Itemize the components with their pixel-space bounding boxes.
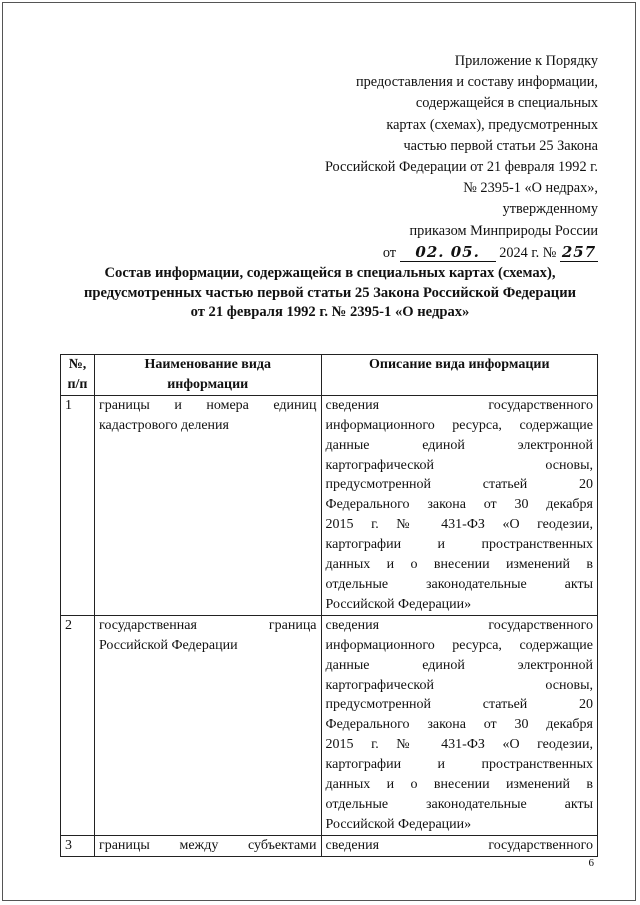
row-name-cell [94,615,321,835]
title-line: от 21 февраля 1992 г. № 2395-1 «О недрах» [190,304,470,320]
table-row [61,615,598,835]
row-description-line: сведения государственного [325,617,593,633]
header-text: Описание вида информации [369,357,550,372]
table-header-row [61,355,598,396]
row-name-line: кадастрового деления [98,417,229,433]
header-text: Наименование вида [144,357,272,372]
row-description-line: информационного ресурса, содержащие [325,637,593,653]
page-number: 6 [588,857,594,869]
header-number [61,355,95,396]
information-table [60,354,598,857]
row-description-line: Федерального закона от 30 декабря [325,497,593,513]
header-description [321,355,597,396]
table-row [61,395,598,615]
row-name-line: границы между субъектами [98,837,317,853]
row-name-line: Российской Федерации [98,637,238,653]
appendix-line: утвержденному [502,201,598,218]
header-name [94,355,321,396]
title-line: предусмотренных частью первой статьи 25 Закона Российской Федерации [83,284,577,301]
row-description-line: Российской Федерации» [325,816,472,832]
row-description-line: сведения государственного [325,837,593,853]
row-description-line: данные единой электронной [325,437,593,453]
appendix-line: частью первой статьи 25 Закона [403,137,598,154]
appendix-line: содержащейся в специальных [415,95,598,112]
document-title [60,264,600,323]
row-description-line: данные единой электронной [325,657,593,673]
appendix-line: № 2395-1 «О недрах», [463,180,598,197]
handwritten-order-number: 257 [561,242,597,261]
handwritten-date: 02. 05. [400,244,496,262]
row-description-line: картографии и пространственных [325,537,593,553]
header-text: №, [68,357,87,372]
row-number: 2 [61,615,95,835]
row-description-line: данных и о внесении изменений в [325,777,593,793]
row-description-line: сведения государственного [325,397,593,413]
row-description-line: отдельные законодательные акты [325,796,593,812]
year-text: 2024 г. № [499,244,557,261]
row-description-line: Российской Федерации» [325,596,472,612]
appendix-line: картах (схемах), предусмотренных [386,116,598,133]
row-description-line: 2015 г. № 431-ФЗ «О геодезии, [325,517,593,533]
row-description-line: предусмотренной статьей 20 [325,697,593,713]
row-description-line: информационного ресурса, содержащие [325,417,593,433]
row-description-line: 2015 г. № 431-ФЗ «О геодезии, [325,737,593,753]
row-description-line: картографии и пространственных [325,757,593,773]
title-line: Состав информации, содержащейся в специальных картах (схемах), [104,265,556,281]
appendix-line: Российской Федерации от 21 февраля 1992 г. [324,159,598,176]
header-text: п/п [67,376,88,392]
row-description-line: Федерального закона от 30 декабря [325,717,593,733]
row-description-cell [321,835,597,856]
row-description-line: картографической основы, [325,457,593,473]
row-description-line: отдельные законодательные акты [325,576,593,592]
table-row [61,835,598,856]
row-description-line: данных и о внесении изменений в [325,557,593,573]
row-number: 1 [61,395,95,615]
appendix-header [238,51,598,264]
row-description-line: предусмотренной статьей 20 [325,477,593,493]
appendix-line: Приложение к Порядку [454,53,598,69]
row-name-cell [94,835,321,856]
date-prefix: от [382,244,397,261]
header-text: информации [167,376,249,392]
order-date-line [238,243,598,264]
row-description-line: картографической основы, [325,677,593,693]
row-name-line: государственная граница [98,617,317,633]
appendix-line: приказом Минприроды России [409,222,598,239]
row-description-cell [321,615,597,835]
appendix-line: предоставления и составу информации, [356,74,598,91]
table-body [61,395,598,856]
row-number: 3 [61,835,95,856]
row-name-line: границы и номера единиц [98,397,317,413]
row-description-cell [321,395,597,615]
row-name-cell [94,395,321,615]
